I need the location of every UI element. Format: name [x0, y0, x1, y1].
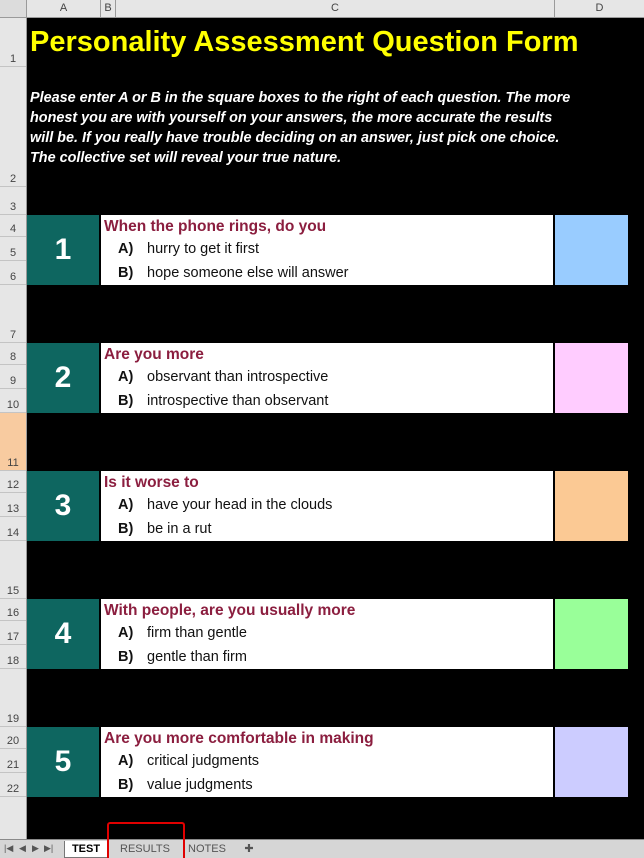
question-block: [101, 471, 553, 541]
option-b: [118, 521, 212, 537]
results-tab-highlight: [107, 822, 185, 858]
instructions-line: The collective set will reveal your true nature.: [30, 150, 342, 166]
row-header-23[interactable]: [0, 797, 26, 839]
option-text: gentle than firm: [147, 649, 247, 665]
row-header-10[interactable]: 10: [0, 389, 26, 413]
option-letter: B): [118, 521, 134, 537]
tab-notes[interactable]: NOTES: [188, 843, 226, 855]
insert-sheet-icon[interactable]: ✚: [244, 843, 254, 855]
instructions-line: honest you are with yourself on your answers, the more accurate the results: [30, 110, 553, 126]
option-a: [118, 369, 328, 385]
row-header-21[interactable]: 21: [0, 749, 26, 773]
row-header-bar: [0, 18, 27, 839]
option-text: hope someone else will answer: [147, 265, 349, 281]
answer-box[interactable]: [555, 343, 628, 413]
option-letter: B): [118, 777, 134, 793]
question-number: 3: [27, 471, 99, 541]
question-number: 4: [27, 599, 99, 669]
option-a: [118, 241, 259, 257]
row-header-1[interactable]: 1: [0, 18, 26, 67]
question-number: 1: [27, 215, 99, 285]
option-letter: B): [118, 649, 134, 665]
question-block: [101, 215, 553, 285]
last-sheet-icon[interactable]: ▶|: [44, 843, 54, 853]
tab-test[interactable]: TEST: [64, 841, 108, 858]
row-header-2[interactable]: 2: [0, 67, 26, 187]
question-block: [101, 599, 553, 669]
option-letter: A): [118, 241, 134, 257]
column-header-a[interactable]: A: [27, 0, 101, 17]
row-header-18[interactable]: 18: [0, 645, 26, 669]
option-a: [118, 497, 332, 513]
row-header-3[interactable]: 3: [0, 187, 26, 215]
option-b: [118, 265, 349, 281]
form-title: Personality Assessment Question Form: [30, 26, 579, 58]
question-number: 2: [27, 343, 99, 413]
option-text: observant than introspective: [147, 369, 329, 385]
column-header-c[interactable]: C: [116, 0, 555, 17]
question-text: Are you more comfortable in making: [104, 730, 374, 747]
option-b: [118, 649, 247, 665]
answer-box[interactable]: [555, 215, 628, 285]
answer-box[interactable]: [555, 599, 628, 669]
row-header-20[interactable]: 20: [0, 727, 26, 749]
option-letter: B): [118, 393, 134, 409]
row-header-19[interactable]: 19: [0, 669, 26, 727]
option-text: introspective than observant: [147, 393, 329, 409]
question-text: When the phone rings, do you: [104, 218, 327, 235]
prev-sheet-icon[interactable]: ◀: [19, 843, 26, 853]
instructions-line: Please enter A or B in the square boxes to the right of each question. The more: [30, 90, 571, 106]
option-text: value judgments: [147, 777, 253, 793]
sheet-tab-bar: [0, 839, 644, 858]
tab-results[interactable]: RESULTS: [120, 843, 170, 855]
option-text: hurry to get it first: [147, 241, 260, 257]
column-header-b[interactable]: B: [101, 0, 116, 17]
row-header-13[interactable]: 13: [0, 493, 26, 517]
option-b: [118, 393, 328, 409]
row-header-16[interactable]: 16: [0, 599, 26, 621]
column-header-bar: [0, 0, 644, 18]
option-letter: B): [118, 265, 134, 281]
row-header-17[interactable]: 17: [0, 621, 26, 645]
option-b: [118, 777, 253, 793]
row-header-5[interactable]: 5: [0, 237, 26, 261]
select-all-corner[interactable]: [0, 0, 27, 17]
column-header-d[interactable]: D: [595, 2, 604, 14]
option-letter: A): [118, 369, 134, 385]
option-letter: A): [118, 625, 134, 641]
row-header-9[interactable]: 9: [0, 365, 26, 389]
option-letter: A): [118, 753, 134, 769]
row-header-12[interactable]: 12: [0, 471, 26, 493]
answer-box[interactable]: [555, 727, 628, 797]
option-a: [118, 625, 247, 641]
question-block: [101, 343, 553, 413]
option-a: [118, 753, 259, 769]
option-text: firm than gentle: [147, 625, 247, 641]
question-text: Are you more: [104, 346, 204, 363]
option-text: critical judgments: [147, 753, 260, 769]
question-number: 5: [27, 727, 99, 797]
row-header-11[interactable]: 11: [0, 413, 26, 471]
option-text: be in a rut: [147, 521, 212, 537]
answer-box[interactable]: [555, 471, 628, 541]
question-text: With people, are you usually more: [104, 602, 356, 619]
instructions-text: [30, 88, 640, 168]
row-header-22[interactable]: 22: [0, 773, 26, 797]
row-header-6[interactable]: 6: [0, 261, 26, 285]
next-sheet-icon[interactable]: ▶: [32, 843, 39, 853]
row-header-7[interactable]: 7: [0, 285, 26, 343]
row-header-4[interactable]: 4: [0, 215, 26, 237]
option-letter: A): [118, 497, 134, 513]
row-header-14[interactable]: 14: [0, 517, 26, 541]
question-block: [101, 727, 553, 797]
question-text: Is it worse to: [104, 474, 199, 491]
row-header-15[interactable]: 15: [0, 541, 26, 599]
first-sheet-icon[interactable]: |◀: [4, 843, 14, 853]
option-text: have your head in the clouds: [147, 497, 333, 513]
instructions-line: will be. If you really have trouble deciding on an answer, just pick one choice.: [30, 130, 560, 146]
row-header-8[interactable]: 8: [0, 343, 26, 365]
